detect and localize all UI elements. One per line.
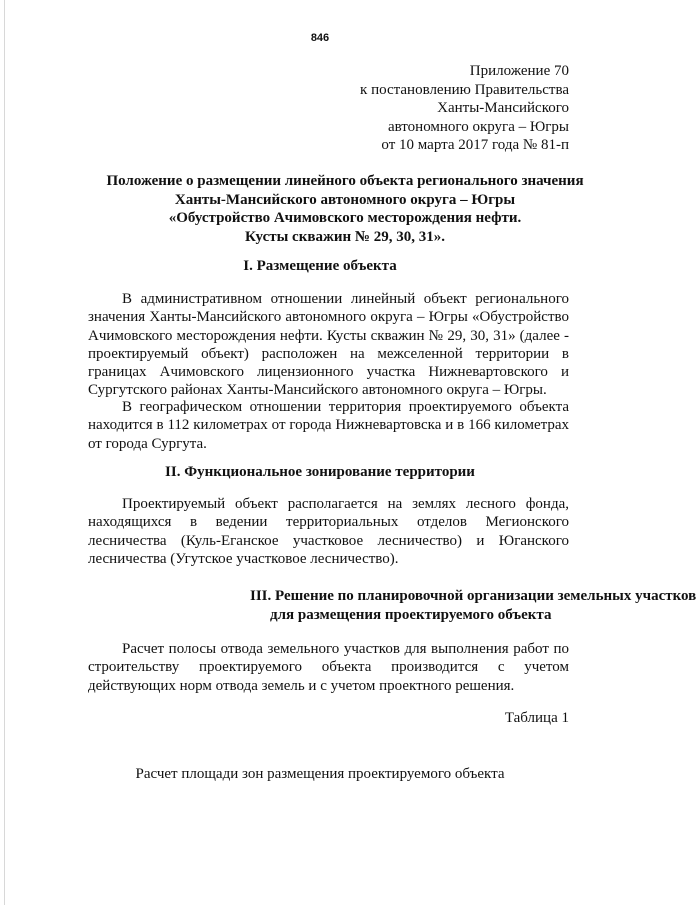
text-line: В географическом отношении территория проектируемого объекта: [122, 399, 569, 415]
section-1-paragraph-2: [88, 398, 569, 453]
text-line: Проектируемый объект располагается на землях лесного фонда,: [122, 496, 569, 512]
section-3-paragraph: [88, 640, 569, 695]
section-3-heading-line-2: для размещения проектируемого объекта: [270, 607, 552, 623]
text-line: Сургутского районах Ханты-Мансийского автономного округа – Югры.: [88, 382, 547, 399]
text-line: границах Ачимовского лицензионного участка Нижневартовского и: [88, 364, 569, 381]
text-line: В административном отношении линейный объект регионального: [122, 291, 569, 307]
section-1-paragraph-1: [88, 290, 569, 400]
document-title: [60, 172, 630, 246]
page-number: 846: [310, 32, 330, 44]
appendix-block: [360, 62, 569, 155]
text-line: лесничества (Угутское участковое лесничество).: [88, 550, 399, 567]
text-line: лесничества (Куль-Еганское участковое лесничество) и Юганского: [88, 532, 569, 549]
appendix-line: к постановлению Правительства: [360, 81, 569, 98]
table-label: Таблица 1: [504, 710, 569, 726]
table-title: Расчет площади зон размещения проектируемого объекта: [135, 766, 505, 782]
section-2-heading: II. Функциональное зонирование территории: [165, 464, 475, 480]
text-line: от города Сургута.: [88, 435, 207, 452]
text-line: значения Ханты-Мансийского автономного округа – Югры «Обустройство: [88, 309, 569, 326]
text-line: Ачимовского месторождения нефти. Кусты скважин № 29, 30, 31» (далее -: [88, 327, 569, 344]
appendix-line: от 10 марта 2017 года № 81-п: [381, 137, 569, 153]
title-line: «Обустройство Ачимовского месторождения нефти.: [168, 210, 522, 226]
text-line: Расчет полосы отвода земельного участков для выполнения работ по: [122, 641, 569, 657]
title-line: Ханты-Мансийского автономного округа – Югры: [174, 191, 516, 208]
text-line: находящихся в ведении территориальных отделов Мегионского: [88, 514, 569, 531]
text-line: находится в 112 километрах от города Нижневартовска и в 166 километрах: [88, 417, 569, 434]
section-2-paragraph: [88, 495, 569, 568]
text-line: проектируемый объект) расположен на межселенной территории в: [88, 345, 569, 362]
section-3-heading-line-1: III. Решение по планировочной организации земельных участков: [250, 588, 696, 604]
text-line: действующих норм отвода земель и с учетом проектного решения.: [88, 677, 515, 694]
section-1-heading: I. Размещение объекта: [243, 258, 397, 274]
text-line: строительству проектируемого объекта производится с учетом: [88, 659, 569, 676]
appendix-line: Приложение 70: [469, 63, 569, 79]
appendix-line: Ханты-Мансийского: [437, 100, 569, 116]
title-line: Кусты скважин № 29, 30, 31».: [245, 228, 445, 245]
appendix-line: автономного округа – Югры: [387, 118, 569, 135]
title-line: Положение о размещении линейного объекта регионального значения: [106, 173, 584, 189]
